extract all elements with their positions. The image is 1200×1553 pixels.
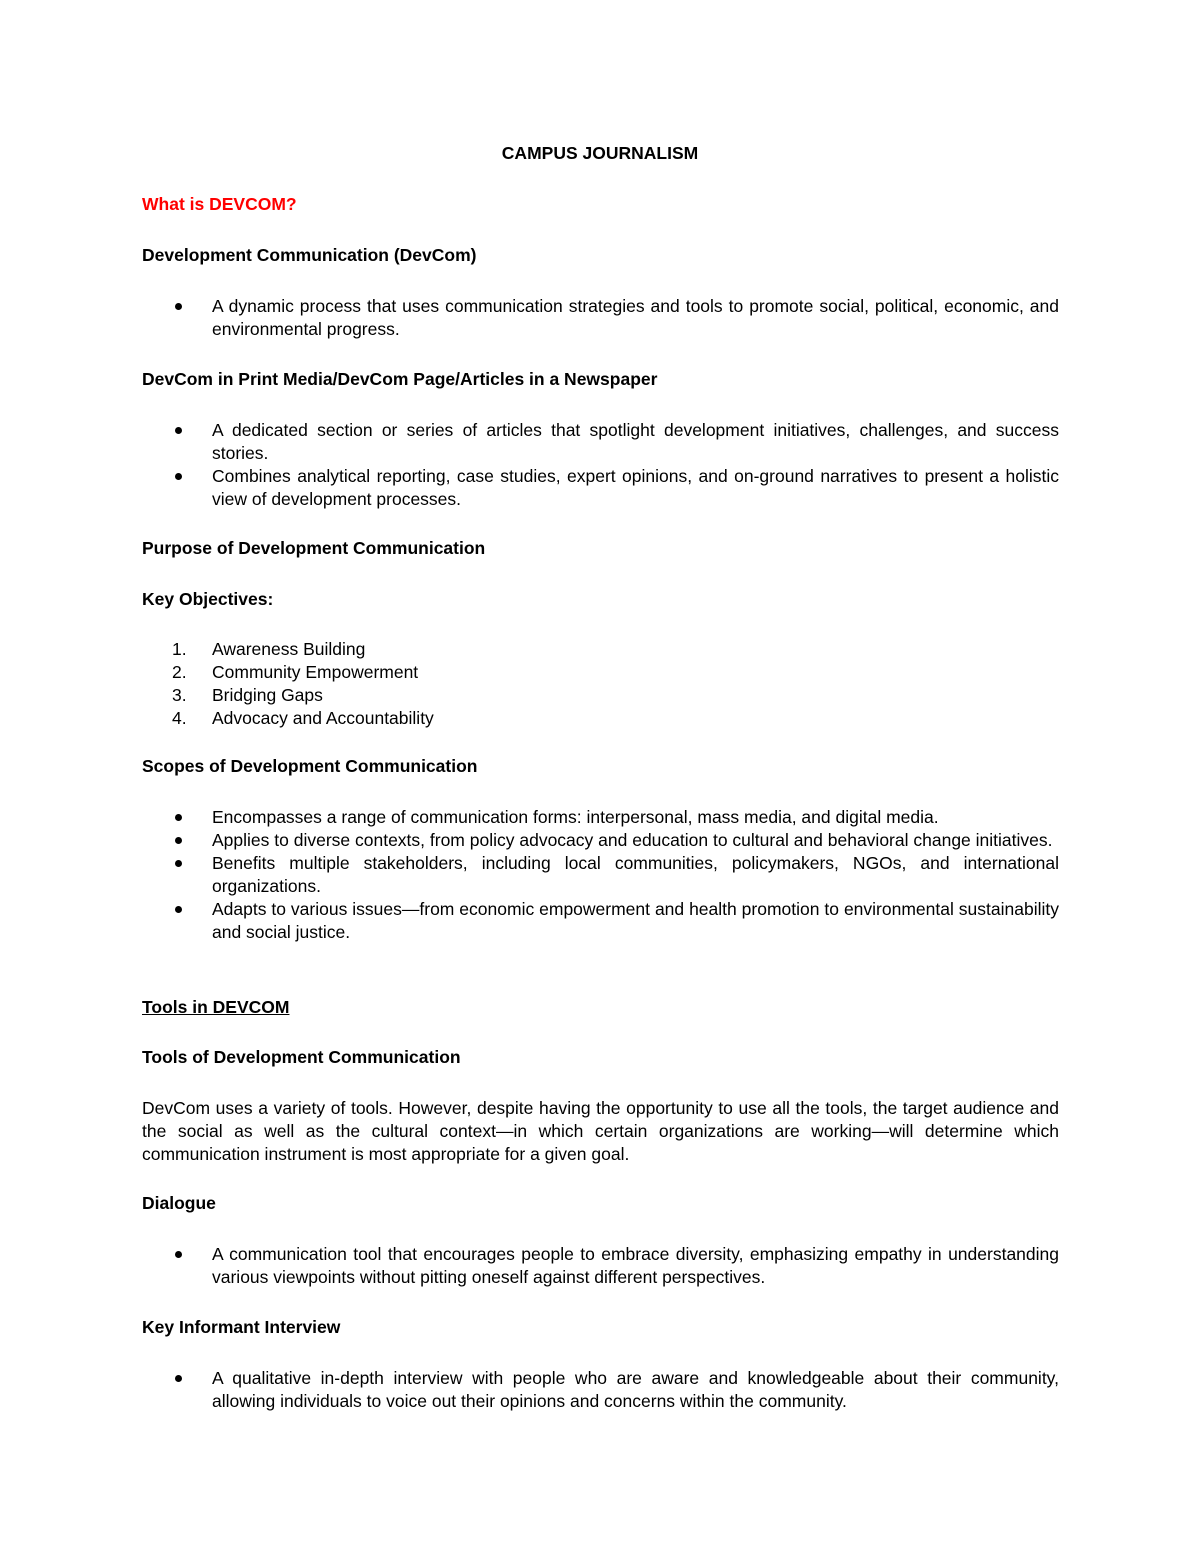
list-text: Bridging Gaps [212,685,323,705]
list-item: Applies to diverse contexts, from policy advocacy and education to cultural and behavioral change initiatives. [142,829,1059,852]
list-item [142,707,1059,730]
list-item: Encompasses a range of communication forms: interpersonal, mass media, and digital media. [142,806,1059,829]
list-item: A dedicated section or series of articles that spotlight development initiatives, challenges, and success stories. [142,419,1059,465]
tools-paragraph: DevCom uses a variety of tools. However, despite having the opportunity to use all the tools, the target audience and the social as well as the cultural context—in which certain organizations are working—will determine which communication instrument is most appropriate for a given goal. [142,1098,1059,1164]
dialogue-bullet-list [142,1243,1059,1289]
purpose-heading: Purpose of Development Communication [142,538,486,558]
key-objectives-heading: Key Objectives: [142,589,274,609]
scopes-heading: Scopes of Development Communication [142,756,478,776]
list-text: Community Empowerment [212,662,419,682]
list-item: Adapts to various issues—from economic empowerment and health promotion to environmental sustainability and social justice. [142,898,1059,944]
print-media-heading: DevCom in Print Media/DevCom Page/Articles in a Newspaper [142,369,658,389]
list-item: Combines analytical reporting, case studies, expert opinions, and on-ground narratives to present a holistic view of development processes. [142,465,1059,511]
devcom-heading: Development Communication (DevCom) [142,245,477,265]
kii-bullet-list [142,1367,1059,1413]
list-item: A dynamic process that uses communication strategies and tools to promote social, political, economic, and environmental progress. [142,295,1059,341]
list-text: Advocacy and Accountability [212,708,434,728]
list-number: 1. [172,639,187,659]
tools-in-devcom-heading: Tools in DEVCOM [142,997,290,1017]
dialogue-heading: Dialogue [142,1193,216,1213]
document-title: CAMPUS JOURNALISM [501,143,699,163]
list-number: 4. [172,708,187,728]
what-is-devcom-heading: What is DEVCOM? [142,194,297,214]
list-item: A qualitative in-depth interview with people who are aware and knowledgeable about their community, allowing individuals to voice out their opinions and concerns within the community. [142,1367,1059,1413]
list-text: Awareness Building [212,639,366,659]
kii-heading: Key Informant Interview [142,1317,341,1337]
list-item: A communication tool that encourages people to embrace diversity, emphasizing empathy in understanding various viewpoints without pitting oneself against different perspectives. [142,1243,1059,1289]
list-item [142,684,1059,707]
list-number: 3. [172,685,187,705]
print-media-bullet-list [142,419,1059,511]
list-item [142,661,1059,684]
list-number: 2. [172,662,187,682]
list-item [142,638,1059,661]
scopes-bullet-list [142,806,1059,944]
tools-heading: Tools of Development Communication [142,1047,461,1067]
devcom-bullet-list [142,295,1059,341]
list-item: Benefits multiple stakeholders, including local communities, policymakers, NGOs, and international organizations. [142,852,1059,898]
objectives-list [142,638,1059,730]
